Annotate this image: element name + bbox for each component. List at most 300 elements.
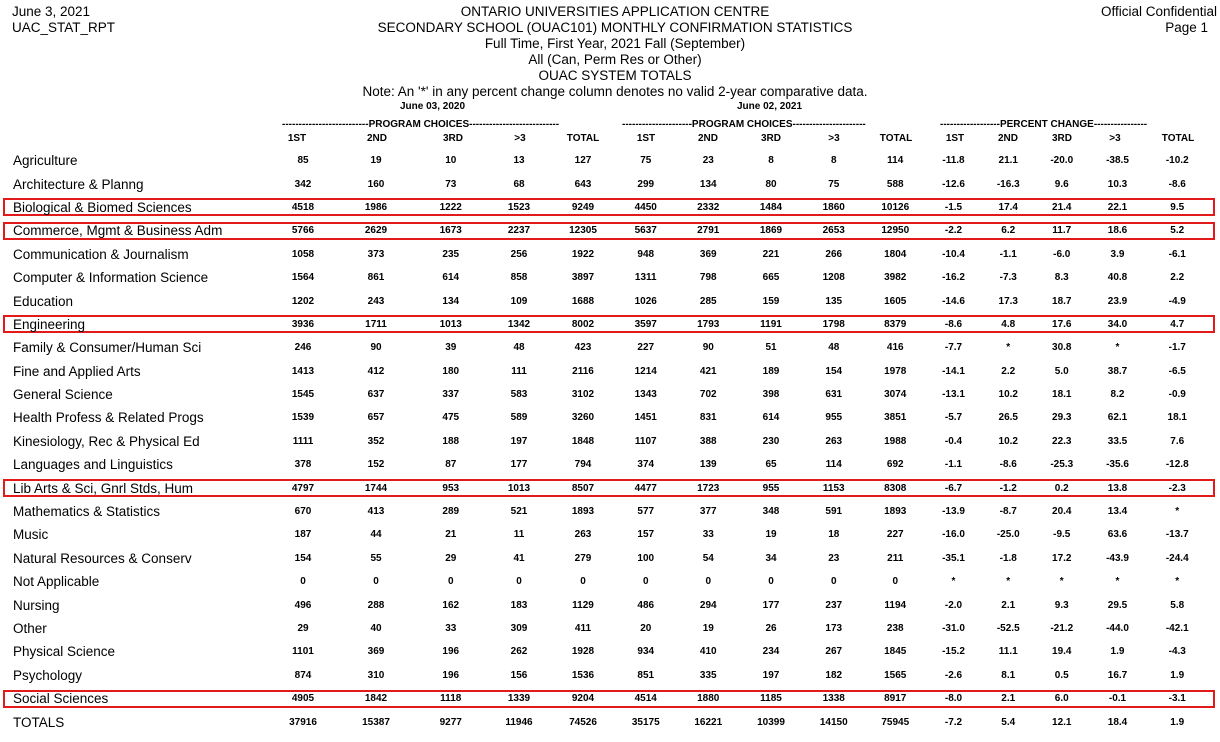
table-cell: 1711 (365, 318, 387, 330)
table-cell: 858 (510, 272, 528, 284)
table-cell: -6.5 (1168, 365, 1186, 377)
row-label: Nursing (13, 597, 60, 613)
table-cell: -12.6 (942, 178, 965, 190)
table-cell: 180 (442, 365, 460, 377)
table-cell: 26.5 (998, 412, 1018, 424)
table-cell: 11 (513, 529, 525, 541)
table-cell: -8.6 (944, 318, 963, 330)
table-cell: 8917 (884, 693, 907, 705)
table-row (10, 172, 1208, 195)
table-cell: -8.6 (1168, 178, 1186, 190)
table-cell: 85 (297, 155, 309, 167)
table-cell: 159 (762, 295, 780, 307)
table-cell: -10.2 (1165, 155, 1189, 167)
table-cell: 1545 (291, 389, 315, 401)
table-cell: 702 (699, 389, 717, 401)
table-cell: 3597 (634, 318, 657, 330)
table-cell: -21.2 (1050, 623, 1074, 634)
row-label: Social Sciences (13, 691, 109, 707)
table-cell: 1338 (822, 693, 845, 705)
table-cell: 1413 (291, 365, 315, 377)
table-cell: 262 (510, 646, 528, 658)
table-cell: 162 (442, 599, 460, 611)
table-cell: 173 (825, 623, 843, 634)
table-cell: 17.4 (998, 201, 1018, 213)
table-cell: 22.3 (1052, 435, 1072, 447)
table-cell: 1848 (571, 435, 595, 447)
table-cell: -52.5 (996, 623, 1020, 634)
table-cell: 1536 (571, 669, 595, 681)
table-cell: 17.2 (1052, 552, 1072, 564)
table-cell: 48 (828, 342, 840, 354)
table-cell: -38.5 (1106, 155, 1129, 167)
table-cell: 1013 (507, 482, 531, 494)
table-cell: 5.8 (1170, 599, 1185, 611)
table-cell: 41 (513, 552, 525, 564)
table-cell: 0.5 (1054, 669, 1069, 681)
table-cell: 35175 (631, 716, 660, 728)
table-cell: 1058 (291, 248, 315, 260)
table-cell: 33 (445, 623, 457, 634)
table-cell: 263 (825, 435, 843, 447)
period-date-2021: June 02, 2021 (737, 101, 803, 112)
table-cell: 5.0 (1054, 365, 1069, 377)
table-cell: 279 (574, 552, 592, 564)
table-cell: 196 (442, 669, 460, 681)
table-cell: 19.4 (1052, 646, 1072, 658)
table-cell: 2.2 (1170, 272, 1185, 284)
table-cell: 18.1 (1052, 389, 1072, 401)
table-cell: 16221 (694, 716, 723, 728)
table-cell: -16.3 (996, 178, 1020, 190)
table-cell: 16.7 (1107, 669, 1128, 681)
table-cell: 9.6 (1054, 178, 1069, 190)
column-header: TOTAL (566, 133, 600, 144)
table-cell: 948 (637, 248, 655, 260)
table-cell: 177 (510, 459, 528, 471)
table-cell: 0 (642, 576, 649, 588)
table-cell: 1804 (884, 248, 907, 260)
table-cell: -13.1 (942, 389, 965, 401)
table-cell: 309 (510, 623, 528, 634)
table-cell: 861 (367, 272, 385, 284)
table-cell: * (1115, 342, 1120, 354)
row-label: Family & Consumer/Human Sci (13, 340, 202, 356)
group-percent-change: ------------------PERCENT CHANGE---------------- (940, 119, 1148, 130)
table-cell: 5.2 (1170, 225, 1185, 237)
table-cell: 614 (762, 412, 780, 424)
table-row (10, 336, 1208, 359)
group-program-choices-2021: ---------------------PROGRAM CHOICES---------------------- (622, 119, 866, 130)
table-cell: -8.0 (944, 693, 963, 705)
table-cell: 22.1 (1107, 201, 1128, 213)
table-cell: 196 (442, 646, 460, 658)
table-cell: 13 (513, 155, 525, 167)
table-cell: 1798 (822, 318, 845, 330)
table-cell: 1539 (291, 412, 315, 424)
table-cell: 1101 (292, 646, 314, 658)
table-cell: 289 (442, 506, 460, 518)
table-cell: -6.7 (944, 482, 963, 494)
table-cell: 851 (637, 669, 655, 681)
table-cell: 139 (699, 459, 717, 471)
row-label: Health Profess & Related Progs (13, 410, 204, 426)
statistics-table (10, 149, 1208, 734)
table-cell: -0.4 (944, 435, 963, 447)
table-cell: 1922 (571, 248, 595, 260)
table-cell: -13.7 (1165, 529, 1189, 541)
table-cell: -42.1 (1165, 623, 1189, 634)
table-cell: 267 (825, 646, 843, 658)
title-line-3: Full Time, First Year, 2021 Fall (September) (484, 36, 746, 51)
table-cell: 18.6 (1107, 225, 1128, 237)
table-cell: 134 (699, 178, 717, 190)
table-cell: -7.3 (999, 272, 1017, 284)
table-cell: 134 (442, 295, 460, 307)
table-cell: 33 (702, 529, 714, 541)
table-cell: 0 (300, 576, 306, 588)
table-row (10, 687, 1208, 710)
table-cell: 0.2 (1054, 482, 1069, 494)
table-cell: 17.6 (1052, 318, 1072, 330)
table-cell: 8507 (571, 482, 595, 494)
row-label: Commerce, Mgmt & Business Adm (13, 223, 223, 239)
table-cell: -11.8 (942, 155, 965, 167)
table-cell: 227 (886, 529, 904, 541)
row-label: Not Applicable (13, 574, 100, 590)
table-cell: 40 (370, 623, 382, 634)
table-row (10, 523, 1208, 546)
table-cell: 1484 (759, 201, 783, 213)
table-cell: 12950 (881, 225, 910, 237)
table-cell: 1564 (291, 272, 315, 284)
table-cell: 1153 (822, 482, 845, 494)
table-cell: 9.3 (1054, 599, 1069, 611)
table-cell: 3897 (571, 272, 595, 284)
row-label: Education (13, 293, 74, 309)
table-cell: 8379 (884, 318, 907, 330)
report-id: UAC_STAT_RPT (12, 20, 116, 35)
table-row (10, 406, 1208, 429)
table-cell: 1342 (507, 318, 531, 330)
table-cell: 9204 (571, 693, 595, 705)
table-cell: -15.2 (942, 646, 965, 658)
table-cell: 55 (370, 552, 382, 564)
table-cell: 1111 (292, 435, 314, 447)
table-cell: 235 (442, 248, 460, 260)
title-line-2: SECONDARY SCHOOL (OUAC101) MONTHLY CONFIRMATION STATISTICS (377, 20, 853, 35)
table-row (10, 453, 1208, 476)
table-cell: * (1175, 506, 1180, 518)
table-cell: 4797 (291, 482, 315, 494)
table-cell: 10.2 (998, 389, 1018, 401)
column-header: 3RD (760, 133, 781, 144)
table-cell: 1129 (572, 599, 594, 611)
table-cell: 1026 (634, 295, 657, 307)
column-header: 1ST (287, 133, 307, 144)
table-row (10, 617, 1208, 640)
table-cell: 369 (367, 646, 385, 658)
table-cell: 4.8 (1001, 318, 1016, 330)
classification: Official Confidential (1100, 4, 1217, 19)
row-label: Communication & Journalism (13, 246, 189, 262)
table-cell: 4450 (634, 201, 657, 213)
table-cell: 11.7 (1052, 225, 1072, 237)
column-header: >3 (828, 133, 840, 144)
table-cell: -2.2 (944, 225, 963, 237)
table-cell: 40.8 (1107, 272, 1128, 284)
table-cell: 423 (574, 342, 592, 354)
table-cell: -1.1 (999, 248, 1017, 260)
table-cell: 263 (574, 529, 592, 541)
table-cell: 157 (637, 529, 655, 541)
table-cell: 33.5 (1107, 435, 1128, 447)
table-cell: 10 (445, 155, 457, 167)
row-label: Architecture & Planng (13, 176, 144, 192)
table-cell: 68 (513, 178, 525, 190)
table-cell: 29.3 (1052, 412, 1072, 424)
table-cell: -13.9 (942, 506, 965, 518)
table-cell: 373 (367, 248, 385, 260)
table-cell: 11946 (505, 716, 533, 728)
table-cell: * (1115, 576, 1120, 588)
table-cell: 3.9 (1110, 248, 1125, 260)
table-row (10, 593, 1208, 616)
table-cell: 2332 (697, 201, 720, 213)
table-cell: 1988 (884, 435, 907, 447)
column-header: TOTAL (879, 133, 913, 144)
table-cell: 80 (765, 178, 777, 190)
table-cell: -25.0 (996, 529, 1020, 541)
table-cell: -1.8 (999, 552, 1017, 564)
table-cell: 831 (699, 412, 717, 424)
column-header: 2ND (997, 133, 1018, 144)
table-cell: 955 (762, 482, 780, 494)
table-cell: 75 (640, 155, 652, 167)
table-cell: 13.8 (1107, 482, 1128, 494)
table-cell: -14.6 (942, 295, 965, 307)
table-row (10, 500, 1208, 523)
row-label: Computer & Information Science (13, 270, 209, 286)
table-cell: 29 (445, 552, 457, 564)
column-header: 2ND (366, 133, 387, 144)
table-cell: 1.9 (1110, 646, 1125, 658)
table-cell: 6.2 (1001, 225, 1016, 237)
table-cell: 2653 (822, 225, 845, 237)
table-cell: 34 (765, 552, 777, 564)
table-cell: 1869 (759, 225, 783, 237)
table-cell: -2.3 (1168, 482, 1186, 494)
table-cell: -7.2 (944, 716, 963, 728)
table-row (10, 664, 1208, 687)
table-cell: 114 (887, 155, 904, 167)
table-cell: 0 (516, 576, 522, 588)
table-cell: -0.9 (1168, 389, 1186, 401)
table-cell: 1744 (364, 482, 388, 494)
table-cell: 197 (762, 669, 780, 681)
table-cell: 12305 (569, 225, 597, 237)
column-header: 1ST (636, 133, 656, 144)
table-cell: 3260 (571, 412, 595, 424)
table-cell: 637 (367, 389, 385, 401)
table-cell: -8.7 (999, 506, 1017, 518)
table-cell: 8.1 (1001, 669, 1016, 681)
table-cell: 189 (762, 365, 780, 377)
table-cell: 8002 (571, 318, 595, 330)
table-cell: 21 (445, 529, 457, 541)
table-cell: 934 (637, 646, 655, 658)
table-cell: 798 (699, 272, 717, 284)
table-cell: 643 (574, 178, 592, 190)
table-row (10, 383, 1208, 406)
table-cell: 111 (511, 365, 527, 377)
row-label: Psychology (13, 667, 83, 683)
table-row (10, 243, 1208, 266)
table-cell: 1893 (884, 506, 907, 518)
table-cell: 2.2 (1001, 365, 1016, 377)
table-cell: * (951, 576, 956, 588)
table-cell: 0 (830, 576, 837, 588)
row-label: TOTALS (13, 714, 65, 730)
table-cell: -9.5 (1053, 529, 1071, 541)
table-cell: -25.3 (1050, 459, 1074, 471)
table-cell: 0 (892, 576, 899, 588)
table-cell: 421 (699, 365, 717, 377)
table-cell: 369 (699, 248, 717, 260)
table-cell: 44 (370, 529, 382, 541)
totals-row (10, 710, 1208, 733)
table-cell: 156 (510, 669, 528, 681)
table-cell: 234 (762, 646, 780, 658)
table-cell: 665 (762, 272, 780, 284)
table-cell: 75 (828, 178, 840, 190)
column-header: >3 (1109, 133, 1121, 144)
column-header: 2ND (697, 133, 718, 144)
table-cell: 38.7 (1107, 365, 1128, 377)
table-cell: * (1006, 576, 1011, 588)
table-cell: 1.9 (1170, 716, 1185, 728)
table-cell: 388 (699, 435, 717, 447)
table-cell: 246 (294, 342, 312, 354)
table-cell: 348 (762, 506, 780, 518)
title-line-4: All (Can, Perm Res or Other) (528, 52, 702, 67)
table-cell: 4518 (291, 201, 315, 213)
table-cell: 692 (886, 459, 904, 471)
table-cell: 18 (828, 529, 840, 541)
table-cell: 413 (367, 506, 385, 518)
table-cell: 1107 (634, 435, 657, 447)
table-cell: 30.8 (1052, 342, 1072, 354)
table-cell: 1723 (697, 482, 720, 494)
table-cell: 1688 (571, 295, 595, 307)
title-line-5: OUAC SYSTEM TOTALS (538, 68, 692, 83)
table-cell: 197 (510, 435, 528, 447)
table-cell: -16.2 (942, 272, 965, 284)
column-header: 3RD (442, 133, 463, 144)
report-title-block (280, 4, 950, 100)
column-header: TOTAL (1161, 133, 1195, 144)
table-cell: * (1059, 576, 1064, 588)
table-cell: 1565 (884, 669, 907, 681)
table-cell: 8 (830, 155, 837, 167)
table-cell: 177 (762, 599, 780, 611)
table-cell: 1793 (697, 318, 720, 330)
table-cell: 5.4 (1001, 716, 1016, 728)
table-cell: 1928 (571, 646, 595, 658)
table-cell: 657 (367, 412, 385, 424)
table-cell: 4477 (634, 482, 657, 494)
table-cell: 29.5 (1107, 599, 1128, 611)
table-cell: -1.2 (999, 482, 1017, 494)
table-cell: -0.1 (1108, 693, 1127, 705)
row-label: Kinesiology, Rec & Physical Ed (13, 433, 200, 449)
table-cell: 135 (825, 295, 843, 307)
table-cell: 8.2 (1110, 389, 1125, 401)
column-header: 3RD (1051, 133, 1072, 144)
table-cell: 410 (699, 646, 717, 658)
table-cell: 54 (702, 552, 714, 564)
page-number: Page 1 (1165, 20, 1208, 35)
table-cell: 266 (825, 248, 843, 260)
table-cell: 1013 (439, 318, 462, 330)
table-cell: 100 (637, 552, 655, 564)
table-cell: 13.4 (1107, 506, 1128, 518)
table-cell: -20.0 (1050, 155, 1074, 167)
table-cell: 10.3 (1107, 178, 1128, 190)
table-cell: 2.1 (1001, 599, 1016, 611)
table-cell: -16.0 (942, 529, 965, 541)
table-cell: 48 (513, 342, 525, 354)
table-cell: 21.4 (1052, 201, 1072, 213)
table-cell: 211 (887, 552, 904, 564)
table-cell: 589 (510, 412, 528, 424)
table-cell: 23.9 (1107, 295, 1128, 307)
table-cell: 14150 (819, 716, 848, 728)
table-cell: 243 (367, 295, 385, 307)
table-cell: 75945 (881, 716, 910, 728)
table-cell: -1.5 (944, 201, 963, 213)
table-cell: 90 (702, 342, 714, 354)
table-cell: 74526 (569, 716, 597, 728)
table-cell: 953 (442, 482, 460, 494)
table-cell: 1202 (291, 295, 315, 307)
table-cell: 475 (442, 412, 460, 424)
table-cell: -8.6 (999, 459, 1017, 471)
row-label: Physical Science (13, 644, 116, 660)
table-cell: 109 (510, 295, 528, 307)
table-cell: 1118 (440, 693, 462, 705)
table-cell: 73 (445, 178, 457, 190)
table-row (10, 476, 1208, 499)
table-cell: 227 (637, 342, 655, 354)
table-cell: 230 (762, 435, 780, 447)
table-cell: 11.1 (998, 646, 1018, 658)
table-cell: -10.4 (942, 248, 965, 260)
table-row (10, 430, 1208, 453)
note-line: Note: An '*' in any percent change column denotes no valid 2-year comparative data. (362, 84, 868, 99)
table-cell: 1194 (884, 599, 907, 611)
table-cell: 0 (705, 576, 712, 588)
table-cell: 183 (510, 599, 528, 611)
table-cell: 26 (765, 623, 777, 634)
table-row (10, 360, 1208, 383)
row-label: Languages and Linguistics (13, 457, 173, 473)
table-row (10, 196, 1208, 219)
table-cell: -5.7 (944, 412, 963, 424)
table-cell: 1860 (822, 201, 845, 213)
table-cell: -31.0 (942, 623, 965, 634)
table-cell: 1523 (507, 201, 531, 213)
